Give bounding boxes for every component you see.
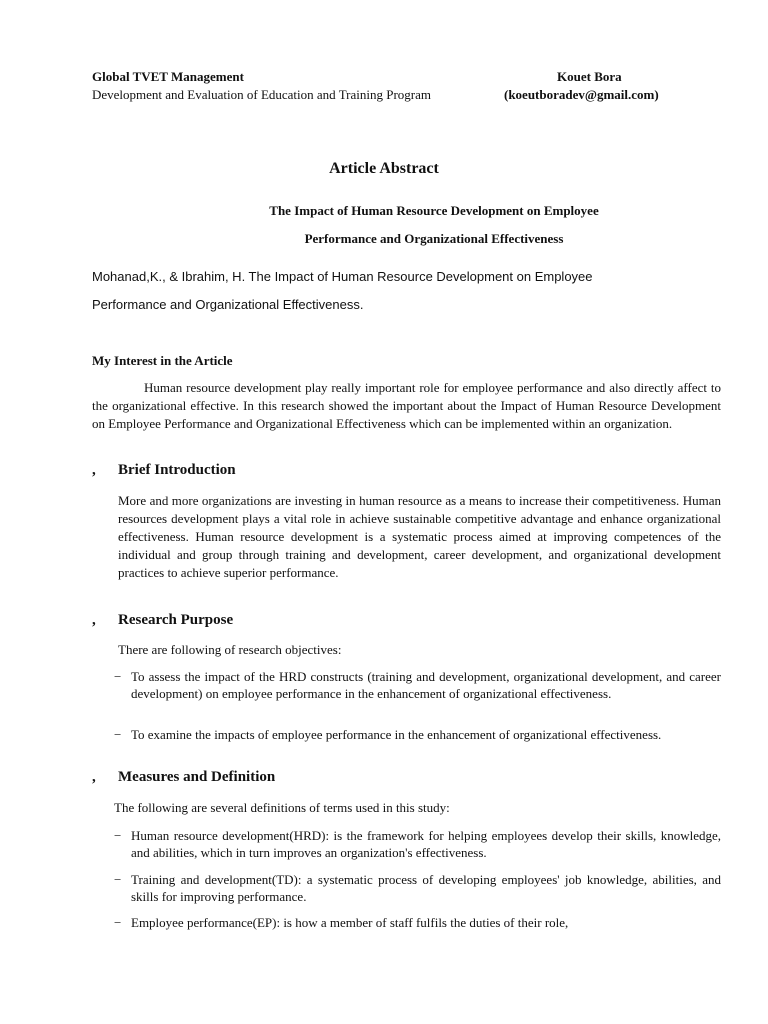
purpose-item-text: To examine the impacts of employee performance in the enhancement of organizational effectiveness.: [131, 727, 662, 742]
dash-bullet: −: [114, 915, 122, 930]
interest-body: Human resource development play really important role for employee performance and also directly affect to the organizational effective. In this research showed the important about the Impact of Human Resource Development on Employee Performance and Organizational Effectiveness which can be implemented within an organization.: [92, 380, 721, 431]
measures-item: [114, 914, 721, 931]
dash-bullet: −: [114, 872, 122, 887]
header-org: Global TVET Management: [92, 69, 244, 84]
dash-bullet: −: [114, 669, 122, 684]
intro-heading-text: Brief Introduction: [118, 462, 236, 478]
section-heading-purpose: [92, 612, 233, 629]
article-title-line-1: The Impact of Human Resource Development on Employee: [269, 203, 599, 218]
measures-heading-text: Measures and Definition: [118, 769, 276, 785]
purpose-item: [114, 668, 721, 702]
measures-item-text: Human resource development(HRD): is the framework for helping employees develop their skills, knowledge, and abilities, which in turn improves an organization's effectiveness.: [131, 828, 721, 860]
intro-body: More and more organizations are investing in human resource as a means to increase their competitiveness. Human resources development plays a vital role in achieve sustainable competitive advantage and enhance organizational effectiveness. Human resource development is a systematic process aimed at improving competences of the individual and group through training and development, career development, and organizational development practices to achieve superior performance.: [118, 493, 721, 580]
measures-item-text: Training and development(TD): a systematic process of developing employees' job knowledge, abilities, and skills for improving performance.: [131, 872, 721, 904]
citation-line-1: Mohanad,K., & Ibrahim, H. The Impact of Human Resource Development on Employee: [92, 269, 593, 284]
dash-bullet: −: [114, 828, 122, 843]
section-bullet: ,: [92, 462, 96, 478]
header-email: (koeutboradev@gmail.com): [504, 87, 659, 102]
purpose-lead: There are following of research objectives:: [118, 642, 342, 657]
measures-item: [114, 871, 721, 905]
document-title: Article Abstract: [329, 160, 439, 177]
measures-item: [114, 827, 721, 861]
section-heading-intro: [92, 462, 236, 479]
purpose-heading-text: Research Purpose: [118, 612, 234, 628]
measures-item-text: Employee performance(EP): is how a member of staff fulfils the duties of their role,: [131, 915, 569, 930]
header-program: Development and Evaluation of Education and Training Program: [92, 87, 432, 102]
section-bullet: ,: [92, 612, 96, 628]
section-heading-measures: [92, 769, 275, 786]
measures-lead: The following are several definitions of terms used in this study:: [114, 800, 450, 815]
purpose-item-text: To assess the impact of the HRD constructs (training and development, organizational development, and career development) on employee performance in the enhancement of organizational effectiveness.: [131, 669, 721, 701]
article-title-line-2: Performance and Organizational Effectiveness: [304, 231, 564, 246]
interest-heading: My Interest in the Article: [92, 353, 233, 368]
header-author: Kouet Bora: [557, 69, 622, 84]
citation-line-2: Performance and Organizational Effectiveness.: [92, 297, 364, 312]
dash-bullet: −: [114, 727, 122, 742]
purpose-item: [114, 726, 721, 743]
section-bullet: ,: [92, 769, 96, 785]
